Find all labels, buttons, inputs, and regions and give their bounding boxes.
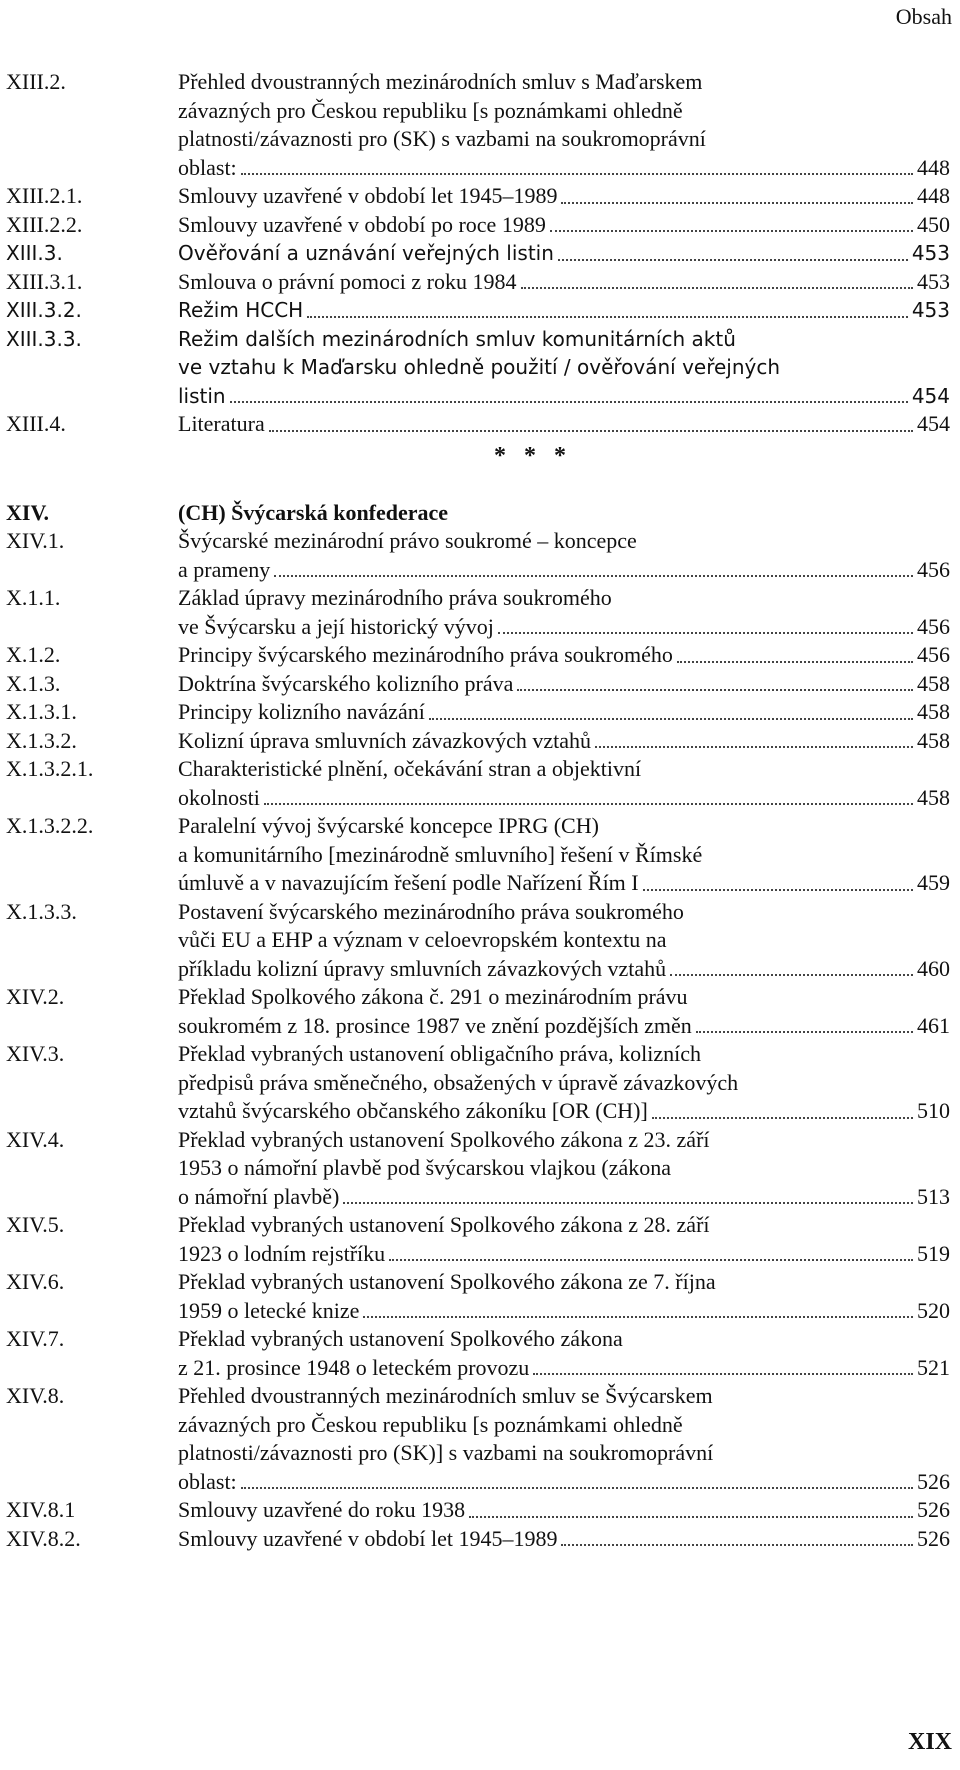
- dot-leader: [429, 718, 913, 720]
- entry-body: [178, 727, 950, 756]
- dot-leader: [269, 430, 913, 432]
- entry-body: [178, 670, 950, 699]
- entry-last-line: [178, 1097, 950, 1126]
- toc-entry: [6, 410, 950, 439]
- entry-title-end: úmluvě a v navazujícím řešení podle Nařízení Řím I: [178, 870, 639, 895]
- toc-entry: [6, 1268, 950, 1325]
- entry-page-number: 521: [917, 1354, 950, 1380]
- entry-body: [178, 1040, 950, 1126]
- dot-leader: [677, 661, 913, 663]
- entry-title-line: Překlad vybraných ustanovení obligačního práva, kolizních: [178, 1041, 701, 1066]
- entry-title-end: ve Švýcarsku a její historický vývoj: [178, 613, 494, 639]
- entry-page-number: 458: [917, 727, 950, 753]
- toc-entry: [6, 1211, 950, 1268]
- entry-page-number: 520: [917, 1297, 950, 1323]
- dot-leader: [498, 632, 913, 634]
- entry-page-number: 513: [917, 1183, 950, 1209]
- entry-number: X.1.3.2.1.: [6, 756, 94, 781]
- toc-entry: [6, 898, 950, 984]
- entry-page-number: 458: [917, 670, 950, 696]
- toc-entry: [6, 1496, 950, 1525]
- chapter-number: XIV.: [6, 499, 50, 525]
- entry-number: XIV.8.: [6, 1383, 65, 1408]
- entry-title-line: Základ úpravy mezinárodního práva soukromého: [178, 585, 612, 610]
- entry-page-number: 458: [917, 699, 950, 724]
- dot-leader: [696, 1031, 913, 1033]
- dot-leader: [517, 689, 913, 691]
- dot-leader: [558, 259, 908, 261]
- running-header: Obsah: [895, 4, 952, 29]
- dot-leader: [561, 1544, 913, 1546]
- entry-number: XIV.4.: [6, 1126, 65, 1152]
- entry-number: XIII.2.: [6, 69, 66, 94]
- entry-page-number: 448: [917, 183, 950, 208]
- toc-entry: [6, 1325, 950, 1382]
- dot-leader: [670, 974, 913, 976]
- entry-title-line: předpisů práva směnečného, obsažených v úpravě závazkových: [178, 1069, 739, 1095]
- dot-leader: [264, 803, 913, 805]
- entry-body: [178, 812, 950, 898]
- toc-entry: [6, 983, 950, 1040]
- section-gap: [6, 469, 950, 499]
- entry-last-line: [178, 727, 950, 756]
- entry-last-line: [178, 1240, 950, 1269]
- entry-number: XIV.5.: [6, 1212, 65, 1237]
- entry-page-number: 510: [917, 1098, 950, 1123]
- dot-leader: [241, 173, 913, 175]
- entry-title-line: Paralelní vývoj švýcarské koncepce IPRG (CH): [178, 813, 599, 838]
- toc-entry: [6, 1040, 950, 1126]
- dot-leader: [643, 889, 913, 891]
- entry-last-line: [178, 1297, 950, 1326]
- entry-last-line: [178, 641, 950, 670]
- toc-entry: [6, 641, 950, 670]
- toc-entry: [6, 755, 950, 812]
- entry-number: XIII.3.: [6, 241, 63, 265]
- entry-page-number: 453: [911, 298, 950, 322]
- toc-entry: [6, 727, 950, 756]
- entry-title-line: vůči EU a EHP a význam v celoevropském kontextu na: [178, 927, 667, 952]
- entry-number: XIII.2.2.: [6, 211, 83, 237]
- entry-body: [178, 1382, 950, 1496]
- toc-entry: [6, 296, 950, 325]
- section-separator: * * *: [494, 442, 572, 469]
- entry-title-end: Režim HCCH: [178, 298, 304, 322]
- dot-leader: [230, 401, 908, 403]
- entry-body: [178, 1268, 950, 1325]
- entry-last-line: [178, 154, 950, 183]
- entry-title-line: Postavení švýcarského mezinárodního práva soukromého: [178, 898, 684, 924]
- entry-number: X.1.3.2.2.: [6, 813, 94, 838]
- entry-body: [178, 211, 950, 240]
- toc-entry: [6, 1525, 950, 1554]
- entry-page-number: 460: [917, 955, 950, 981]
- toc-entry: [6, 812, 950, 898]
- entry-number: X.1.1.: [6, 585, 61, 610]
- entry-body: [178, 1525, 950, 1554]
- entry-page-number: 450: [917, 211, 950, 237]
- entry-title-line: Překlad vybraných ustanovení Spolkového zákona ze 7. října: [178, 1269, 716, 1294]
- entry-title-end: Doktrína švýcarského kolizního práva: [178, 670, 514, 696]
- entry-title-end: okolnosti: [178, 784, 260, 810]
- entry-last-line: [178, 670, 950, 699]
- entry-body: [178, 898, 950, 984]
- entry-page-number: 454: [911, 383, 950, 408]
- entry-page-number: 456: [917, 556, 950, 582]
- table-of-contents: [6, 68, 950, 1553]
- entry-page-number: 456: [917, 642, 950, 667]
- toc-entry: [6, 670, 950, 699]
- entry-last-line: [178, 239, 950, 268]
- entry-title-line: Překlad Spolkového zákona č. 291 o mezinárodním právu: [178, 984, 688, 1009]
- entry-body: [178, 296, 950, 325]
- entry-title-end: soukromém z 18. prosince 1987 ve znění pozdějších změn: [178, 1012, 692, 1038]
- entry-last-line: [178, 1354, 950, 1383]
- entry-title-end: z 21. prosince 1948 o leteckém provozu: [178, 1354, 530, 1380]
- entry-number: XIV.7.: [6, 1326, 65, 1351]
- entry-number: X.1.3.3.: [6, 898, 77, 924]
- entry-last-line: [178, 1525, 950, 1554]
- entry-title-end: Kolizní úprava smluvních závazkových vztahů: [178, 727, 591, 753]
- entry-number: XIII.3.3.: [6, 326, 82, 351]
- toc-section-xiii: [6, 68, 950, 439]
- dot-leader: [343, 1202, 913, 1204]
- dot-leader: [241, 1487, 913, 1489]
- entry-title-end: Smlouvy uzavřené v období let 1945–1989: [178, 183, 558, 208]
- entry-body: [178, 268, 950, 297]
- dot-leader: [469, 1516, 913, 1518]
- toc-entry: [6, 584, 950, 641]
- dot-leader: [550, 230, 913, 232]
- chapter-title: (CH) Švýcarská konfederace: [178, 499, 449, 525]
- dot-leader: [521, 287, 913, 289]
- toc-entry: [6, 1382, 950, 1496]
- toc-entry: [6, 182, 950, 211]
- entry-page-number: 519: [917, 1240, 950, 1266]
- entry-body: [178, 584, 950, 641]
- entry-number: X.1.3.2.: [6, 727, 77, 753]
- entry-last-line: [178, 296, 950, 325]
- entry-body: [178, 239, 950, 268]
- entry-title-end: oblast:: [178, 154, 237, 180]
- entry-body: [178, 410, 950, 439]
- entry-number: XIV.1.: [6, 528, 65, 553]
- entry-number: XIV.8.2.: [6, 1525, 81, 1551]
- toc-section-xiv: [6, 527, 950, 1553]
- entry-page-number: 526: [917, 1468, 950, 1494]
- entry-body: [178, 182, 950, 211]
- entry-body: [178, 1126, 950, 1212]
- entry-title-line: a komunitárního [mezinárodně smluvního] řešení v Římské: [178, 841, 703, 867]
- entry-number: XIII.3.2.: [6, 298, 82, 322]
- toc-entry: [6, 268, 950, 297]
- entry-last-line: [178, 211, 950, 240]
- page-number: XIX: [907, 1729, 952, 1755]
- entry-title-line: Překlad vybraných ustanovení Spolkového zákona z 23. září: [178, 1126, 710, 1152]
- entry-last-line: [178, 955, 950, 984]
- entry-title-end: Principy kolizního navázání: [178, 699, 425, 724]
- toc-entry: [6, 239, 950, 268]
- toc-entry: [6, 68, 950, 182]
- entry-title-line: 1953 o námořní plavbě pod švýcarskou vlajkou (zákona: [178, 1155, 672, 1180]
- entry-last-line: [178, 613, 950, 642]
- entry-last-line: [178, 1468, 950, 1497]
- dot-leader: [561, 202, 913, 204]
- entry-last-line: [178, 1496, 950, 1525]
- entry-number: X.1.3.1.: [6, 699, 77, 724]
- entry-last-line: [178, 1012, 950, 1041]
- entry-body: [178, 527, 950, 584]
- entry-title-line: závazných pro Českou republiku [s poznámkami ohledně: [178, 97, 683, 123]
- entry-last-line: [178, 869, 950, 898]
- entry-body: [178, 983, 950, 1040]
- dot-leader: [363, 1316, 913, 1318]
- entry-title-end: Smlouvy uzavřené do roku 1938: [178, 1497, 466, 1522]
- entry-page-number: 456: [917, 613, 950, 639]
- entry-title-line: Přehled dvoustranných mezinárodních smluv s Maďarskem: [178, 69, 703, 94]
- entry-title-line: Překlad vybraných ustanovení Spolkového zákona: [178, 1326, 623, 1351]
- dot-leader: [652, 1117, 913, 1119]
- entry-title-end: vztahů švýcarského občanského zákoníku [OR (CH)]: [178, 1098, 648, 1123]
- entry-body: [178, 325, 950, 411]
- entry-title-end: Smlouvy uzavřené v období po roce 1989: [178, 211, 546, 237]
- toc-entry: [6, 325, 950, 411]
- dot-leader: [533, 1373, 913, 1375]
- entry-last-line: [178, 1183, 950, 1212]
- entry-title-line: Charakteristické plnění, očekávání stran a objektivní: [178, 756, 642, 781]
- entry-title-line: Překlad vybraných ustanovení Spolkového zákona z 28. září: [178, 1212, 710, 1237]
- entry-page-number: 458: [917, 784, 950, 810]
- entry-page-number: 448: [917, 154, 950, 180]
- entry-last-line: [178, 556, 950, 585]
- entry-title-line: platnosti/závaznosti pro (SK)] s vazbami na soukromoprávní: [178, 1440, 714, 1465]
- entry-page-number: 526: [917, 1497, 950, 1522]
- entry-last-line: [178, 698, 950, 727]
- entry-page-number: 459: [917, 870, 950, 895]
- entry-title-end: listin: [178, 383, 226, 408]
- entry-title-end: Ověřování a uznávání veřejných listin: [178, 241, 554, 265]
- entry-title-end: oblast:: [178, 1468, 237, 1494]
- entry-title-line: Švýcarské mezinárodní právo soukromé – koncepce: [178, 528, 637, 553]
- entry-title-end: Literatura: [178, 411, 265, 436]
- entry-title-end: Smlouvy uzavřené v období let 1945–1989: [178, 1525, 558, 1551]
- entry-title-end: Principy švýcarského mezinárodního práva soukromého: [178, 642, 673, 667]
- entry-title-line: Režim dalších mezinárodních smluv komunitárních aktů: [178, 326, 736, 351]
- entry-number: XIII.3.1.: [6, 268, 83, 294]
- entry-body: [178, 641, 950, 670]
- dot-leader: [274, 575, 913, 577]
- entry-last-line: [178, 182, 950, 211]
- toc-entry: [6, 1126, 950, 1212]
- entry-title-line: ve vztahu k Maďarsku ohledně použití / ověřování veřejných: [178, 355, 781, 379]
- entry-body: [178, 755, 950, 812]
- entry-body: [178, 1496, 950, 1525]
- dot-leader: [595, 746, 913, 748]
- entry-page-number: 453: [917, 268, 950, 294]
- dot-leader: [307, 316, 908, 318]
- dot-leader: [389, 1259, 913, 1261]
- toc-entry: [6, 527, 950, 584]
- entry-title-end: a prameny: [178, 556, 271, 582]
- toc-entry: [6, 211, 950, 240]
- entry-title-line: závazných pro Českou republiku [s poznámkami ohledně: [178, 1411, 683, 1437]
- entry-last-line: [178, 268, 950, 297]
- entry-title-line: Přehled dvoustranných mezinárodních smluv se Švýcarskem: [178, 1383, 713, 1408]
- toc-entry: [6, 698, 950, 727]
- entry-title-end: Smlouva o právní pomoci z roku 1984: [178, 268, 517, 294]
- entry-body: [178, 1325, 950, 1382]
- entry-number: XIV.3.: [6, 1041, 65, 1066]
- entry-page-number: 454: [917, 411, 950, 436]
- entry-body: [178, 68, 950, 182]
- entry-number: X.1.2.: [6, 642, 61, 667]
- entry-title-end: příkladu kolizní úpravy smluvních závazkových vztahů: [178, 955, 667, 981]
- entry-number: X.1.3.: [6, 670, 61, 696]
- entry-last-line: [178, 382, 950, 411]
- chapter-heading: [6, 499, 950, 528]
- entry-number: XIV.6.: [6, 1269, 65, 1294]
- entry-number: XIII.2.1.: [6, 183, 83, 208]
- entry-number: XIV.2.: [6, 984, 65, 1009]
- entry-last-line: [178, 410, 950, 439]
- entry-page-number: 526: [917, 1525, 950, 1551]
- entry-page-number: 453: [911, 241, 950, 265]
- entry-body: [178, 698, 950, 727]
- entry-body: [178, 1211, 950, 1268]
- entry-number: XIII.4.: [6, 411, 66, 436]
- entry-title-end: 1923 o lodním rejstříku: [178, 1240, 386, 1266]
- entry-number: XIV.8.1: [6, 1497, 76, 1522]
- entry-page-number: 461: [917, 1012, 950, 1038]
- entry-title-end: o námořní plavbě): [178, 1183, 340, 1209]
- entry-title-line: platnosti/závaznosti pro (SK) s vazbami na soukromoprávní: [178, 126, 706, 151]
- entry-title-end: 1959 o letecké knize: [178, 1297, 360, 1323]
- entry-last-line: [178, 784, 950, 813]
